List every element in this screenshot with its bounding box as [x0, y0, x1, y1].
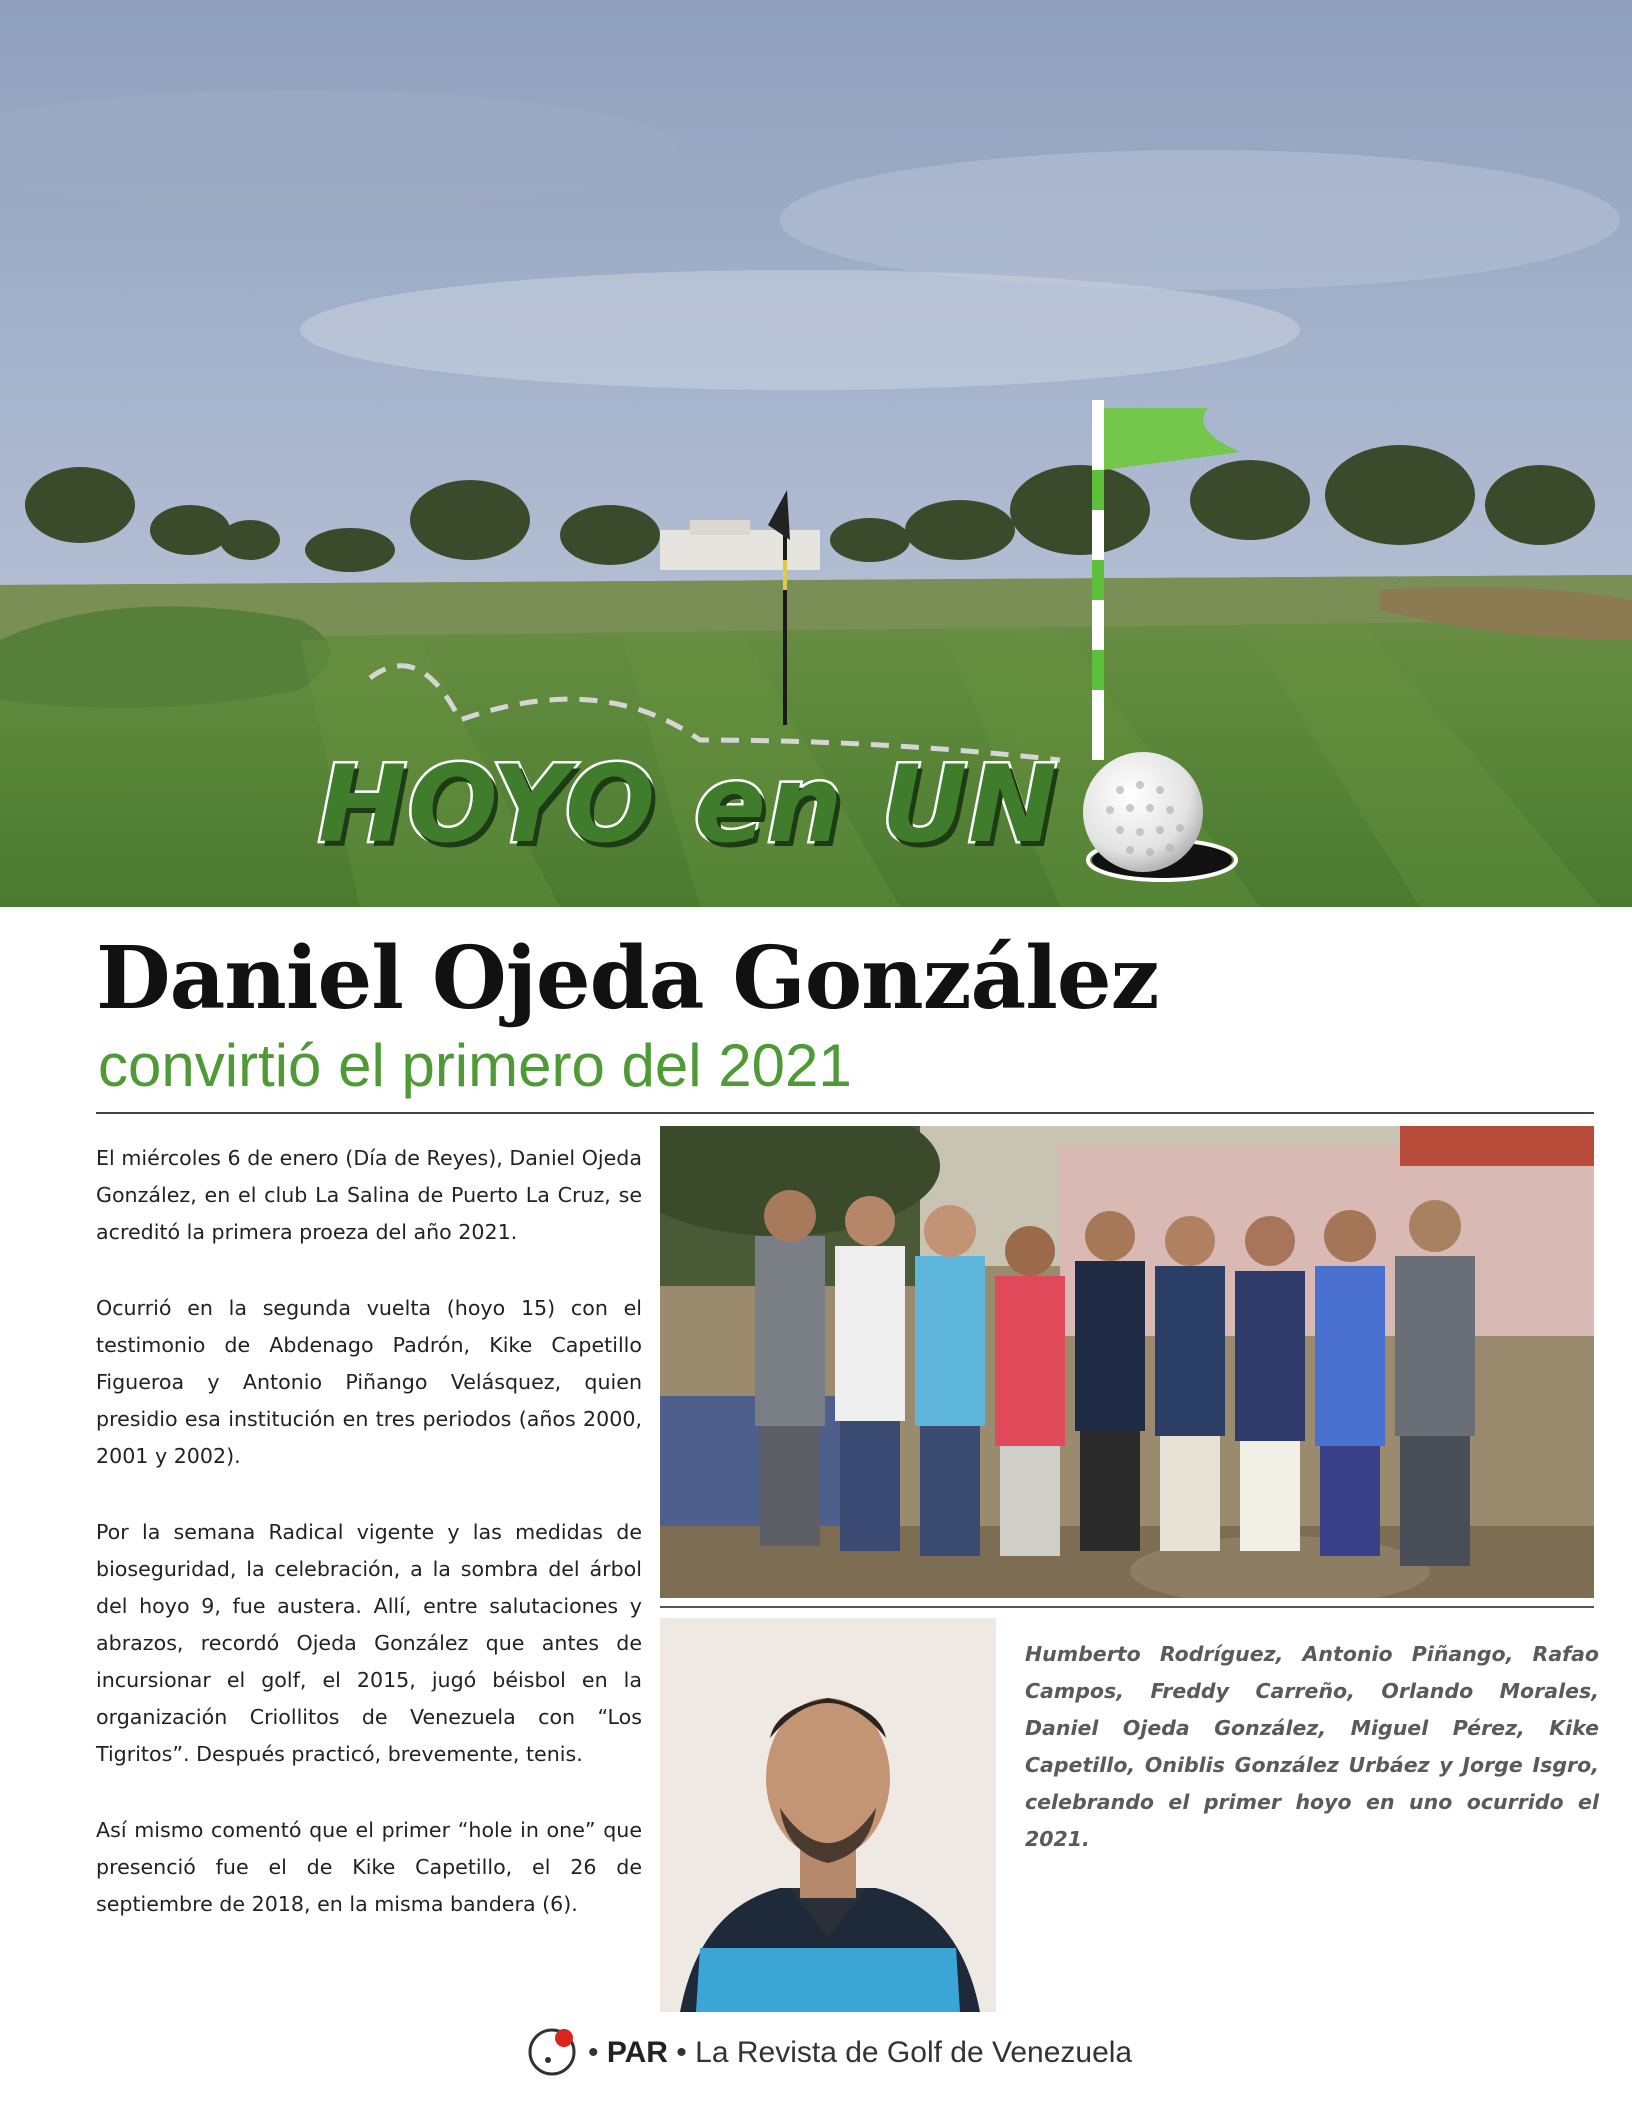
hoyo-en-uno-logo: HOYO en UN	[318, 743, 1059, 866]
paragraph: Por la semana Radical vigente y las medidas de bioseguridad, la celebración, a la sombra del árbol del hoyo 9, fue austera. Allí, entre salutaciones y abrazos, recordó Ojeda González que antes de incursionar el golf, el 2015, jugó béisbol en la organización Criollitos de Venezuela con “Los Tigritos”. Después practicó, brevemente, tenis.	[96, 1520, 642, 1766]
hero-banner	[0, 0, 1632, 907]
title-divider	[96, 1112, 1594, 1114]
article-body	[96, 1140, 642, 1962]
footer-tagline: La Revista de Golf de Venezuela	[695, 2036, 1133, 2069]
magazine-footer: • PAR • La Revista de Golf de Venezuela	[522, 2020, 1102, 2080]
golf-ball-icon	[1083, 752, 1203, 872]
article-title: Daniel Ojeda González	[96, 928, 1159, 1029]
paragraph: Ocurrió en la segunda vuelta (hoyo 15) con el testimonio de Abdenago Padrón, Kike Capetillo Figueroa y Antonio Piñango Velásquez, quien presidio esa institución en tres periodos (años 2000, 2001 y 2002).	[96, 1296, 642, 1468]
portrait-photo	[660, 1618, 996, 2012]
photo-caption: Humberto Rodríguez, Antonio Piñango, Rafao Campos, Freddy Carreño, Orlando Morales, Daniel Ojeda González, Miguel Pérez, Kike Capetillo, Oniblis González Urbáez y Jorge Isgro, celebrando el primer hoyo en uno ocurrido el 2021.	[1025, 1642, 1599, 1851]
article-subtitle: convirtió el primero del 2021	[98, 1032, 852, 1099]
paragraph: Así mismo comentó que el primer “hole in one” que presenció fue el de Kike Capetillo, el 26 de septiembre de 2018, en la misma bandera (6).	[96, 1818, 642, 1916]
group-photo	[660, 1126, 1594, 1598]
paragraph: El miércoles 6 de enero (Día de Reyes), Daniel Ojeda González, en el club La Salina de Puerto La Cruz, se acreditó la primera proeza del año 2021.	[96, 1146, 642, 1244]
par-logo-icon	[522, 2020, 582, 2080]
photo-divider	[660, 1606, 1594, 1608]
footer-brand: PAR	[606, 2036, 668, 2069]
